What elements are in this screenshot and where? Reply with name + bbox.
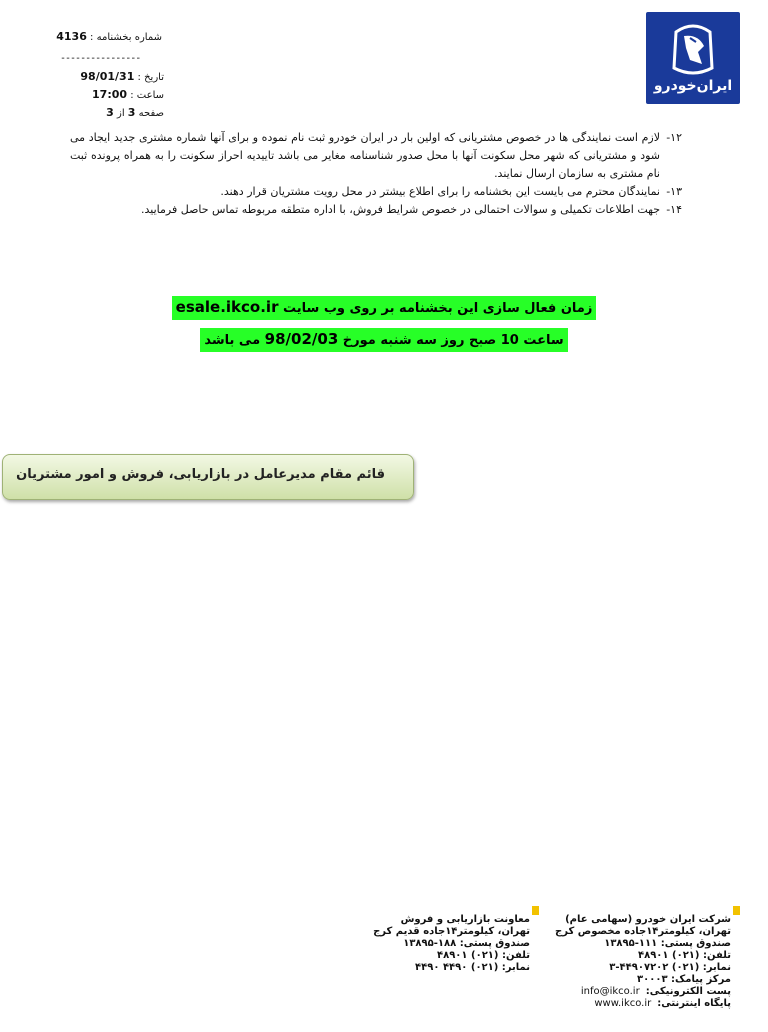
page-label: صفحه — [138, 108, 164, 119]
website-label: پایگاه اینترنتی: — [657, 998, 731, 1009]
footer-line: مرکز پیامک: ۳۰۰۰۳ — [637, 974, 731, 985]
activation-notice-line-2 — [0, 328, 768, 352]
clause-text: جهت اطلاعات تکمیلی و سوالات احتمالی در خصوص شرایط فروش، با اداره متطقه مربوطه تماس حاصل فرمایید. — [141, 203, 660, 216]
footer-line: نمابر: (۰۲۱) ۴۴۹۰۷۲۰۲-۳ — [609, 962, 731, 973]
activation-time-text: ساعت 10 صبح روز سه شنبه مورخ — [342, 333, 564, 348]
footer-email-row — [560, 986, 731, 998]
footer-line: تلفن: (۰۲۱) ۴۸۹۰۱ — [638, 950, 731, 961]
logo-text: ایران‌خودرو — [653, 78, 733, 94]
clause-number: ۱۳- — [666, 185, 682, 198]
time-label: ساعت : — [130, 90, 164, 101]
footer-line: نمابر: (۰۲۱) ۴۴۹۰ ۴۴۹۰ — [415, 962, 530, 973]
activation-text: زمان فعال سازی این بخشنامه بر روی وب سایت — [283, 301, 593, 316]
signatory-title: قائم مقام مدیرعامل در بازاریابی، فروش و امور مشتریان — [16, 467, 385, 482]
circular-date — [60, 70, 164, 85]
footer-line: تهران، کیلومتر۱۴جاده مخصوص کرج — [555, 926, 731, 937]
circular-time — [60, 88, 164, 103]
email-link[interactable]: info@ikco.ir — [580, 986, 640, 997]
activation-notice-line-1 — [0, 296, 768, 320]
circular-number-value: 4136 — [56, 30, 87, 43]
website-address: esale.ikco.ir — [175, 298, 279, 316]
activation-suffix: می باشد — [204, 333, 261, 348]
highlight-box — [200, 328, 567, 352]
clause-text: لازم است نمایندگی ها در خصوص مشتریانی که اولین بار در ایران خودرو ثبت نام نموده و برای آنها شماره مشتری جدید ایجاد می شود و مشتریانی که شهر محل سکونت آنها با محل صدور شناسنامه مغایر می باشد تاییدیه احراز سکونت را به همراه پرونده ثبت نام مشتری به سازمان ارسال نمایند. — [70, 131, 660, 180]
footer-sales-department — [373, 914, 530, 974]
footer-line: صندوق پستی: ۱۱۱-۱۳۸۹۵ — [604, 938, 731, 949]
footer-line: شرکت ایران خودرو (سهامی عام) — [565, 914, 731, 925]
footer-company-info — [555, 914, 731, 1010]
date-label: تاریخ : — [137, 72, 164, 83]
clause-number: ۱۲- — [666, 131, 682, 144]
footer-line: تلفن: (۰۲۱) ۴۸۹۰۱ — [437, 950, 530, 961]
clause-14 — [70, 201, 682, 219]
signature-box — [2, 454, 414, 500]
page-of: از — [116, 108, 125, 119]
footer-line: معاونت بازاریابی و فروش — [400, 914, 530, 925]
circular-number — [58, 30, 162, 45]
highlight-box — [172, 296, 597, 320]
clause-text: نمایندگان محترم می بایست این بخشنامه را برای اطلاع بیشتر در محل رویت مشتریان قرار دهند. — [220, 185, 660, 198]
activation-date: 98/02/03 — [264, 330, 339, 348]
page-indicator — [60, 106, 164, 121]
header-separator: ---------------- — [60, 53, 141, 64]
email-label: پست الکترونیکی: — [645, 986, 731, 997]
page-current: 3 — [127, 106, 136, 119]
clause-12 — [70, 129, 682, 183]
company-logo — [646, 12, 740, 104]
footer-line: تهران، کیلومتر۱۴جاده قدیم کرج — [373, 926, 530, 937]
circular-number-label: شماره بخشنامه : — [90, 32, 162, 43]
footer-web-row — [560, 998, 731, 1010]
clauses-list — [70, 129, 682, 219]
time-value: 17:00 — [92, 88, 128, 101]
clause-13 — [70, 183, 682, 201]
footer-line: صندوق پستی: ۱۸۸-۱۳۸۹۵ — [403, 938, 530, 949]
date-value: 98/01/31 — [80, 70, 135, 83]
footer-accent-mark — [733, 906, 740, 915]
website-link[interactable]: www.ikco.ir — [594, 998, 652, 1009]
footer-accent-mark — [532, 906, 539, 915]
page-total: 3 — [106, 106, 114, 119]
clause-number: ۱۴- — [666, 203, 682, 216]
